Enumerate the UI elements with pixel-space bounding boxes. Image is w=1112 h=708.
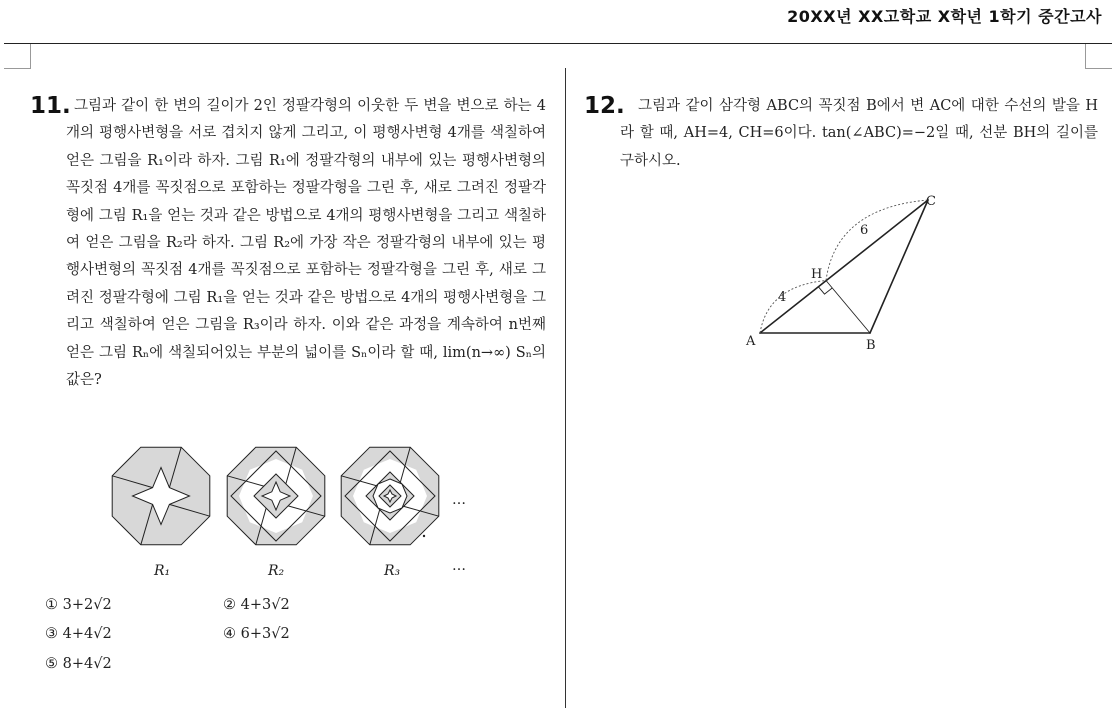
q11-choice-1: ① 3+2√2 — [45, 597, 112, 613]
q11-choice-4: ④ 6+3√2 — [223, 626, 290, 642]
q11-octagon-figures — [100, 440, 480, 590]
side-ac — [760, 200, 928, 333]
side-bc — [870, 200, 928, 333]
length-label-hc: 6 — [860, 223, 869, 238]
altitude-bh — [826, 281, 870, 334]
vertex-label-b: B — [866, 338, 876, 353]
crop-mark-right — [1085, 44, 1112, 69]
header-divider — [4, 43, 1112, 44]
column-divider — [565, 68, 566, 708]
q11-ellipsis-bottom: … — [452, 558, 466, 574]
q12-text: 그림과 같이 삼각형 ABC의 꼭짓점 B에서 변 AC에 대한 수선의 발을 H라 할 때, AH=4, CH=6이다. tan(∠ABC)=−2일 때, 선분 BH의 길이를 구하시오. — [620, 98, 1098, 169]
vertex-label-h: H — [811, 267, 823, 282]
figure-r1 — [112, 447, 210, 545]
figure-label-r2: R₂ — [268, 563, 285, 579]
q11-choice-3: ③ 4+4√2 — [45, 626, 112, 642]
vertex-label-c: C — [926, 194, 936, 209]
q12-number: 12. — [584, 93, 625, 119]
right-angle-mark — [818, 287, 832, 294]
figure-r2 — [227, 447, 325, 545]
crop-mark-left — [4, 44, 31, 69]
q11-choice-5: ⑤ 8+4√2 — [45, 656, 112, 672]
q11-ellipsis-top: … — [452, 492, 466, 508]
length-label-ah: 4 — [778, 290, 787, 305]
exam-title: 20XX년 XX고학교 X학년 1학기 중간고사 — [787, 7, 1102, 26]
figure-label-r1: R₁ — [154, 563, 171, 579]
q12-triangle-figure — [740, 188, 960, 358]
q11-choice-2: ② 4+3√2 — [223, 597, 290, 613]
figure-r3 — [341, 447, 439, 545]
vertex-label-a: A — [746, 334, 756, 349]
q11-text: 그림과 같이 한 변의 길이가 2인 정팔각형의 이웃한 두 변을 변으로 하는 4개의 평행사변형을 서로 겹치지 않게 그리고, 이 평행사변형 4개를 색칠하여 얻은 그림을 R₁이라 하자. 그림 R₁에 정팔각형의 내부에 있는 평행사변형의 꼭짓점 4개를 꼭짓점으로 포함하는 정팔각형을 그린 후, 새로 그려진 정팔각형에 그림 R₁을 얻는 것과 같은 방법으로 4개의 평행사변형을 그리고 색칠하여 얻은 그림을 R₂라 하자. 그림 R₂에 가장 작은 정팔각형의 내부에 있는 평행사변형의 꼭짓점 4개를 꼭짓점으로 포함하는 정팔각형을 그린 후, 새로 그려진 정팔각형에 그림 R₁을 얻는 것과 같은 방법으로 4개의 평행사변형을 그리고 색칠하여 얻은 그림을 R₃이라 하자. 이와 같은 과정을 계속하여 n번째 얻은 그림 Rₙ에 색칠되어있는 부분의 넓이를 Sₙ이라 할 때, lim(n→∞) Sₙ의 값은? — [66, 98, 546, 389]
figure-label-r3: R₃ — [384, 563, 401, 579]
q11-number: 11. — [30, 93, 71, 119]
